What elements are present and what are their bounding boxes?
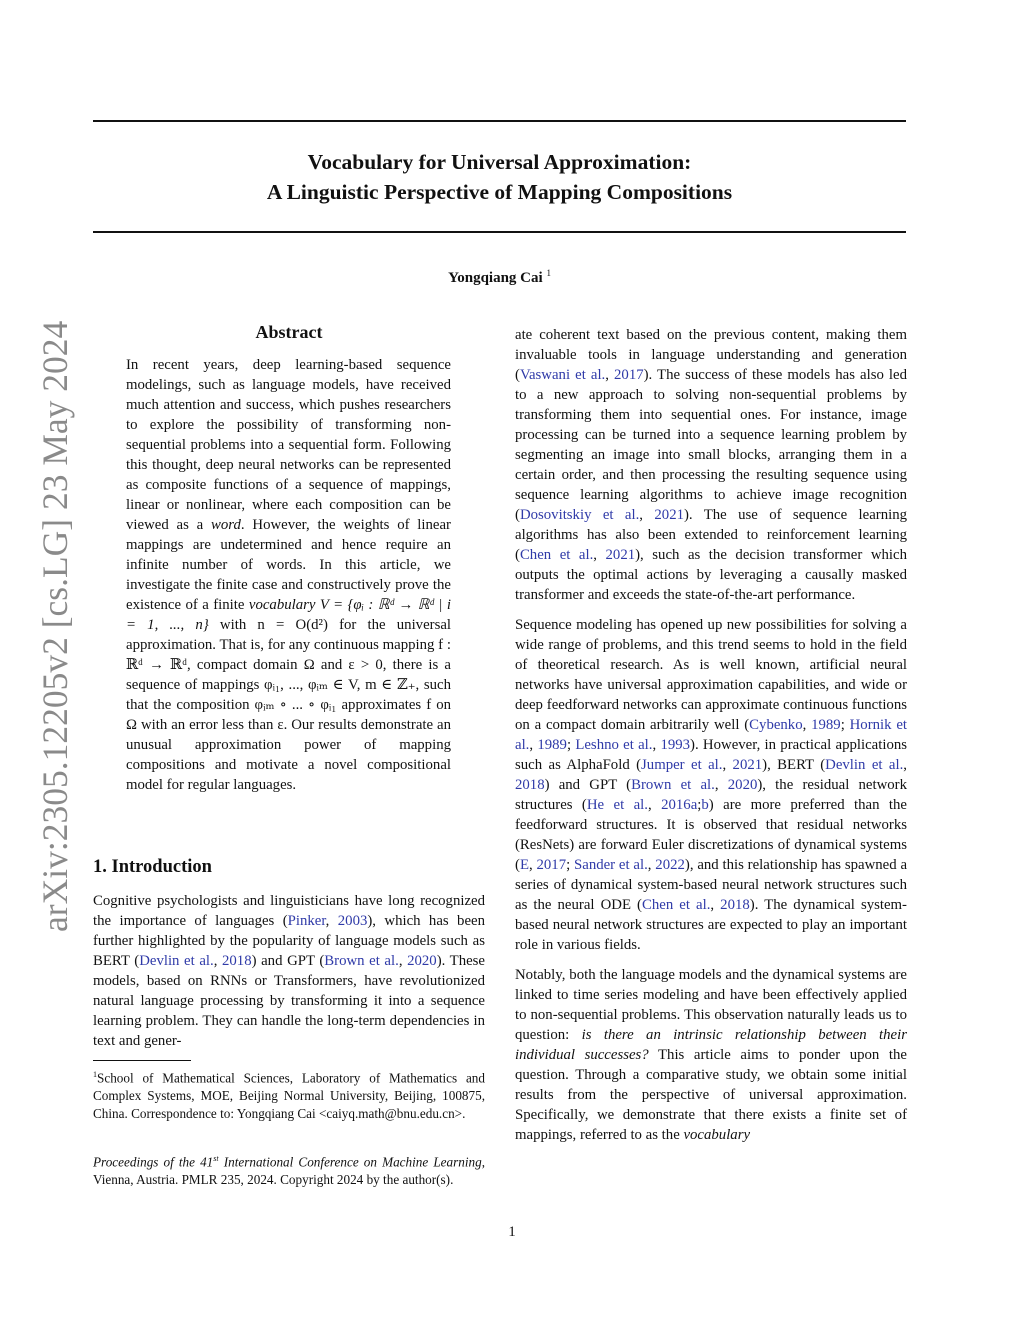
citation-link[interactable]: 2016a: [661, 797, 698, 813]
intro-text: Cognitive psychologists and linguisticians have long recognized the importance of languages (: [93, 893, 485, 929]
title-line-2: A Linguistic Perspective of Mapping Compositions: [266, 180, 733, 204]
citation-link[interactable]: 2018: [515, 777, 545, 793]
citation-link[interactable]: Brown et al.: [631, 777, 715, 793]
section-heading-introduction: 1. Introduction: [93, 857, 212, 877]
proceedings-italic: Proceedings of the 41: [93, 1154, 214, 1170]
page-number: 1: [508, 1224, 516, 1240]
title-line-1: Vocabulary for Universal Approximation:: [307, 150, 692, 174]
citation-link[interactable]: 2021: [605, 547, 636, 563]
intro-body: [93, 891, 485, 1051]
title-top-rule: [93, 120, 906, 122]
abstract-text-3: with n = O(d²) for the universal approximation. That is, for any continuous mapping f : ℝᵈ → ℝᵈ, compact domain Ω and ε > 0, there is a sequence of mappings φᵢ₁, ..., φᵢₘ ∈ V, m ∈ ℤ₊, such that the composition φᵢₘ ∘ ... ∘ φᵢ₁ approximates f on Ω with an error less than ε. Our results demonstrate an unusual approximation power of mapping compositions and motivate a novel compositional model for regular languages.: [126, 617, 452, 793]
citation-link[interactable]: 2021: [732, 757, 763, 773]
citation-link[interactable]: Cybenko: [749, 717, 803, 733]
citation-link[interactable]: 2017: [614, 367, 644, 383]
citation-link[interactable]: Jumper et al.: [641, 757, 723, 773]
paper-title: [93, 147, 906, 207]
citation-link[interactable]: Devlin et al.: [825, 757, 904, 773]
citation-link[interactable]: Hornik et al.: [515, 717, 907, 753]
vocabulary-emphasis: vocabulary: [683, 1127, 751, 1143]
abstract-text-2: . However, the weights of linear mappings are undetermined and hence require an infinite number of words. In this article, we investigate the finite case and constructively prove the existence of a finite: [126, 517, 451, 613]
citation-link[interactable]: 2020: [407, 953, 437, 969]
footnote-mark: 1: [93, 1070, 97, 1079]
footnote-affiliation-text: School of Mathematical Sciences, Laboratory of Mathematics and Complex Systems, MOE, Beijing Normal University, Beijing, 100875, China. Correspondence to: Yongqiang Cai <caiyq.math@bnu.edu.cn>.: [93, 1070, 485, 1122]
author-line: [93, 268, 906, 287]
citation-link[interactable]: 2018: [720, 897, 750, 913]
abstract-text-1: In recent years, deep learning-based sequence modelings, such as language models, have received much attention and success, which pushes researchers to explore the possibility of transforming non-sequential problems into a sequential form. Following this thought, deep neural networks can be represented as composite functions of a sequence of mappings, linear or nonlinear, where each composition can be viewed as a: [126, 357, 451, 533]
proceedings-italic-2: International Conference on Machine Learning: [218, 1154, 482, 1170]
abstract-vocabulary-emphasis: vocabulary: [248, 597, 316, 613]
intro-text: ) and GPT (: [251, 953, 325, 969]
intro-text: ,: [398, 953, 408, 969]
intro-text: ), which has been further highlighted by the popularity of language models such as BERT (: [93, 913, 485, 969]
citation-link[interactable]: Chen et al.: [519, 547, 594, 563]
citation-link[interactable]: 2003: [337, 913, 368, 929]
citation-link[interactable]: He et al.: [586, 797, 648, 813]
right-paragraph-2: Sequence modeling has opened up new possibilities for solving a wide range of problems, and this trend seems to hold in the field of theoretical research. As is well known, artificial neural networks have universal approximation capabilities, and wide or deep feedforward networks can approximate continuous functions on a compact domain arbitrarily well (Cybenko, 1989; Hornik et al., 1989; Leshno et al., 1993). However, in practical applications such as AlphaFold (Jumper et al., 2021), BERT (Devlin et al., 2018) and GPT (Brown et al., 2020), the residual network structures (He et al., 2016a;b) are more preferred than the feedforward structures. It is observed that residual networks (ResNets) are forward Euler discretizations of dynamical systems (E, 2017; Sander et al., 2022), and this relationship has spawned a series of dynamical system-based neural network structures such as the neural ODE (Chen et al., 2018). The dynamical system-based neural network structures are expected to play an important role in various fields.: [515, 617, 908, 953]
right-paragraph-1: ate coherent text based on the previous content, making them invaluable tools in language understanding and generation (Vaswani et al., 2017). The success of these models has also led to a new approach to solving non-sequential problems by transforming them into sequential ones. For instance, image processing can be turned into a sequence learning problem by segmenting an image into small blocks, arranging them in a certain order, and then processing the resulting sequence using sequence learning algorithms to achieve image recognition (Dosovitskiy et al., 2021). The use of sequence learning algorithms has also been extended to reinforcement learning (Chen et al., 2021), such as the decision transformer which outputs the optimal actions by leveraging a causally masked transformer and exceeds the state-of-the-art performance.: [515, 327, 908, 603]
citation-link[interactable]: 2022: [655, 857, 685, 873]
citation-link[interactable]: 2017: [536, 857, 567, 873]
citation-link[interactable]: Chen et al.: [641, 897, 711, 913]
citation-link[interactable]: Dosovitskiy et al.: [519, 507, 640, 523]
author-affiliation-mark: 1: [546, 268, 551, 278]
citation-link[interactable]: 2018: [222, 953, 252, 969]
citation-link[interactable]: 1989: [537, 737, 567, 753]
footnote-proceedings: [93, 1150, 485, 1189]
citation-link[interactable]: 1989: [811, 717, 841, 733]
citation-link[interactable]: Leshno et al.: [575, 737, 653, 753]
abstract-heading: Abstract: [255, 322, 323, 342]
citation-link[interactable]: b: [701, 797, 709, 813]
citation-link[interactable]: Brown et al.: [324, 953, 399, 969]
abstract-body: [126, 355, 451, 795]
footnote-affiliation: [93, 1066, 485, 1123]
arxiv-side-stamp: arXiv:2305.12205v2 [cs.LG] 23 May 2024: [35, 320, 75, 932]
title-bottom-rule: [93, 231, 906, 233]
citation-link[interactable]: Devlin et al.: [139, 953, 214, 969]
intro-text: ,: [325, 913, 338, 929]
citation-link[interactable]: 2020: [727, 777, 758, 793]
citation-link[interactable]: 2021: [654, 507, 684, 523]
right-paragraph-3: Notably, both the language models and the dynamical systems are linked to time series modeling and have been effectively applied to non-sequential problems. This observation naturally leads us to question: is there an intrinsic relationship between their individual successes? This article aims to ponder upon the question. Through a comparative study, we obtain some initial results from the perspective of universal approximation. Specifically, we demonstrate that there exists a finite set of mappings, referred to as the vocabulary: [515, 967, 907, 1143]
intro-text: ). These models, based on RNNs or Transformers, have revolutionized natural language processing by transforming it into a sequence learning problem. They can handle the long-term dependencies in text and gener-: [93, 953, 485, 1049]
citation-link[interactable]: Pinker: [287, 913, 326, 929]
question-emphasis: is there an intrinsic relationship between their individual successes?: [515, 1027, 907, 1063]
citation-link[interactable]: Sander et al.: [574, 857, 648, 873]
citation-link[interactable]: 1993: [660, 737, 691, 753]
abstract-word-emphasis: word: [211, 517, 241, 533]
proceedings-sup: st: [213, 1154, 219, 1163]
footnote-rule: [93, 1060, 191, 1061]
abstract-vocab-formula: V = {φᵢ : ℝᵈ → ℝᵈ | i = 1, ..., n}: [126, 597, 452, 633]
citation-link[interactable]: Vaswani et al.: [519, 367, 606, 383]
citation-link[interactable]: E: [519, 857, 529, 873]
intro-text: ,: [213, 953, 222, 969]
right-column: [515, 325, 907, 1155]
author-name: Yongqiang Cai: [448, 270, 543, 286]
proceedings-text: , Vienna, Austria. PMLR 235, 2024. Copyright 2024 by the author(s).: [93, 1154, 485, 1188]
